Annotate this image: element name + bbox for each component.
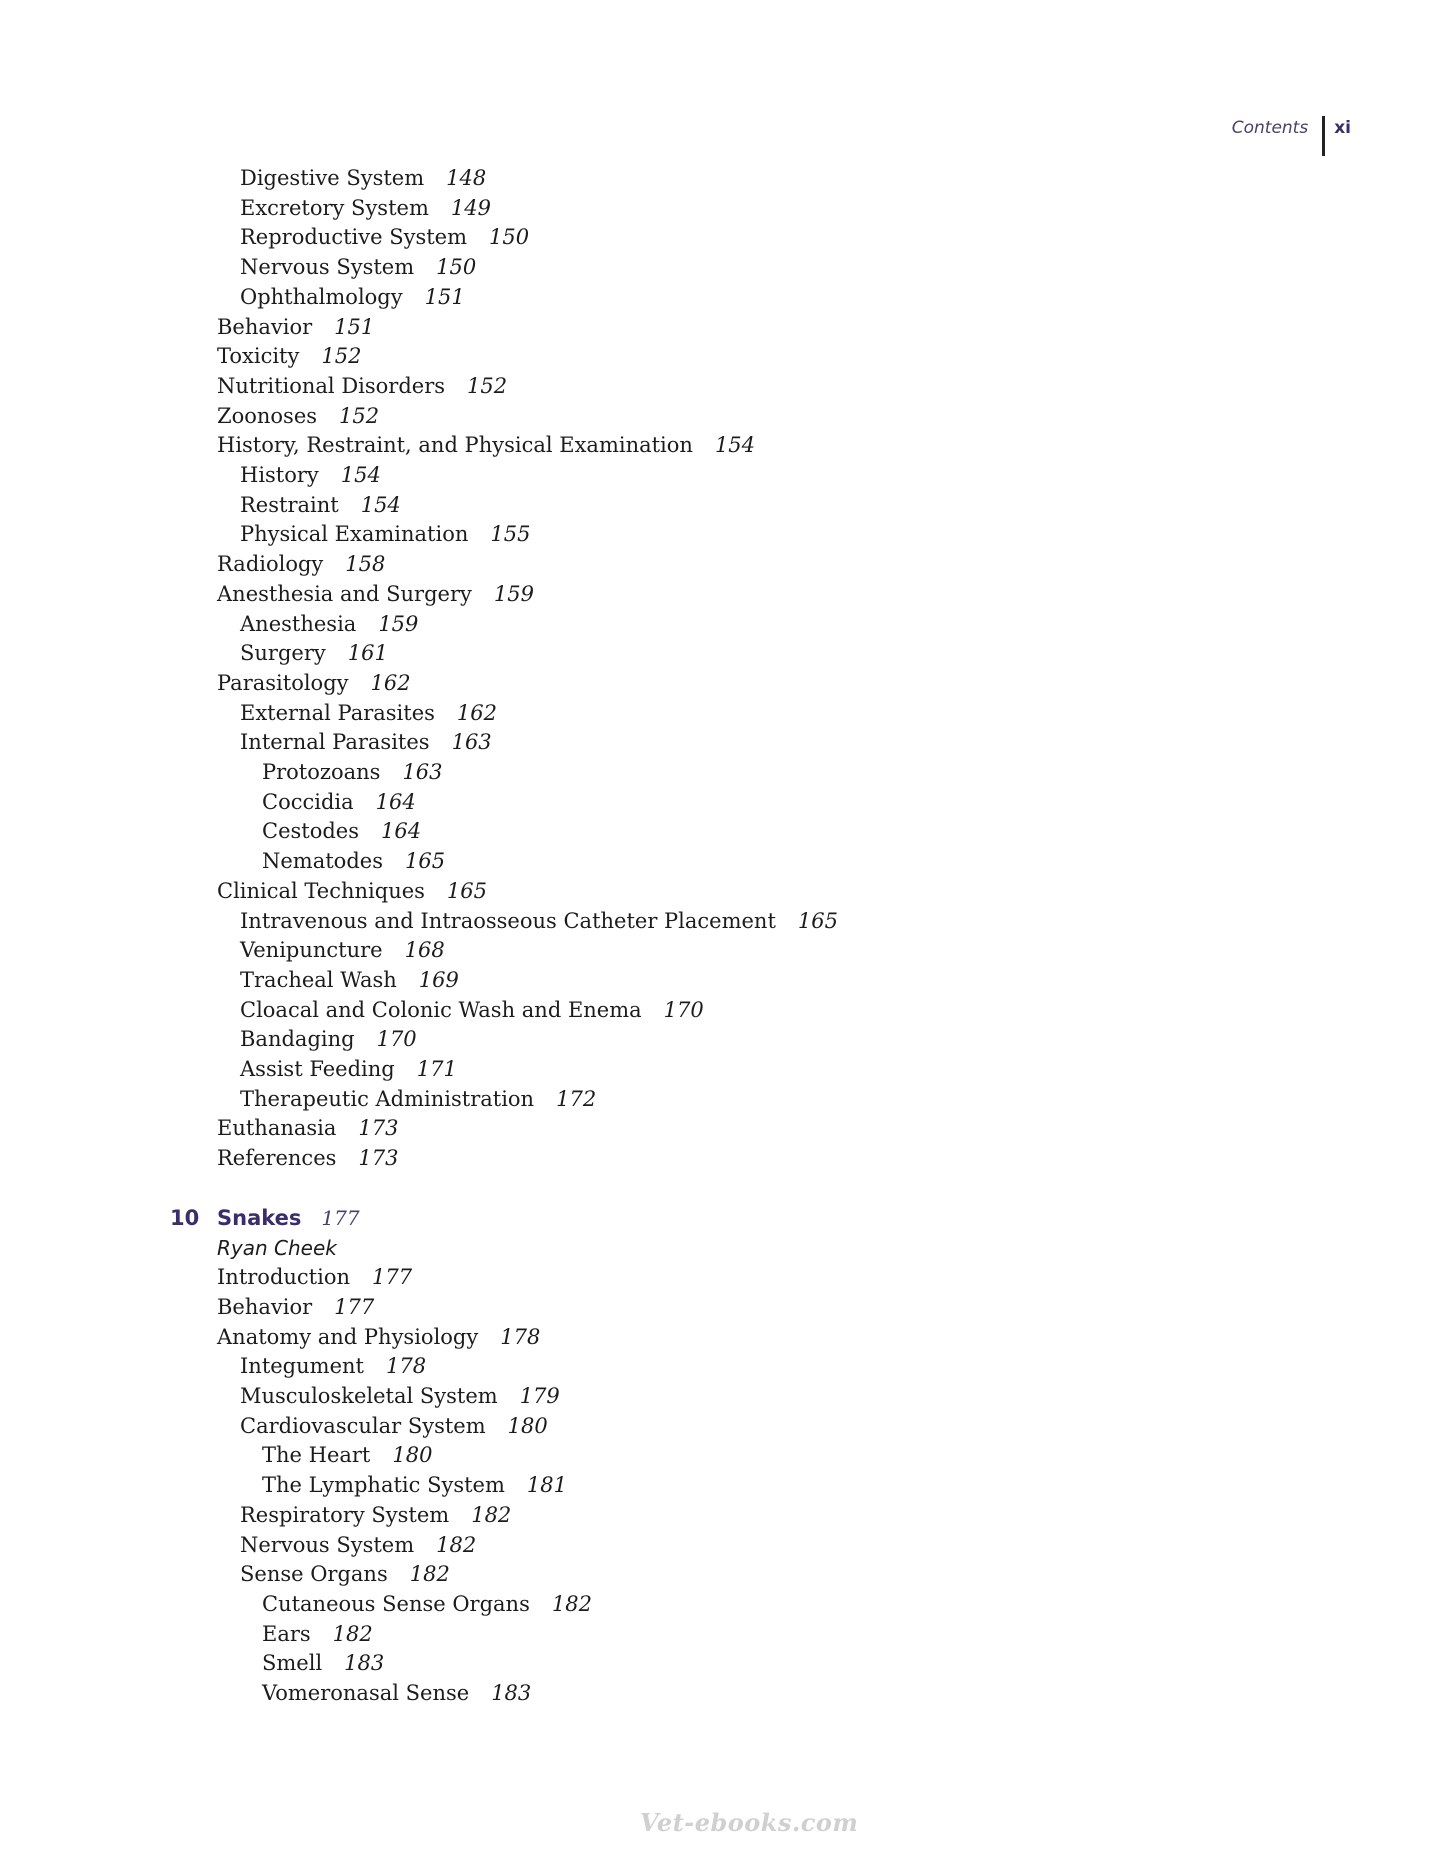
toc-entry-title: Nematodes: [262, 849, 383, 874]
toc-entry-page: 149: [450, 195, 491, 220]
toc-entry-page: 168: [404, 938, 445, 963]
toc-entry: [217, 1113, 399, 1143]
toc-entry-title: Euthanasia: [217, 1116, 337, 1141]
toc-entry-page: 173: [358, 1116, 399, 1141]
toc-entry: [240, 698, 497, 728]
toc-entry-page: 159: [493, 581, 534, 606]
toc-entry-title: Surgery: [240, 641, 326, 666]
toc-entry: [240, 252, 476, 282]
toc-entry: [262, 1440, 432, 1470]
toc-entry: [262, 1470, 567, 1500]
toc-entry-title: The Heart: [262, 1443, 371, 1468]
toc-entry: [217, 371, 507, 401]
toc-entry: [240, 965, 459, 995]
toc-entry: [217, 549, 385, 579]
chapter-title-text: Snakes: [217, 1205, 302, 1230]
toc-entry-page: 171: [416, 1057, 457, 1081]
toc-entry: [240, 935, 445, 965]
toc-entry: [240, 727, 492, 757]
toc-entry-title: Nervous System: [240, 255, 415, 280]
chapter-title: [217, 1203, 360, 1233]
toc-entry-title: Digestive System: [240, 166, 425, 190]
toc-entry: [240, 490, 401, 520]
toc-entry-page: 182: [436, 1532, 477, 1557]
toc-entry-title: Parasitology: [217, 670, 349, 695]
toc-entry-title: Musculoskeletal System: [240, 1384, 498, 1408]
toc-entry-page: 165: [404, 849, 446, 874]
toc-entry-title: Tracheal Wash: [240, 967, 397, 992]
running-head-page-number: xi: [1334, 118, 1351, 138]
toc-entry: [262, 1678, 531, 1708]
toc-entry-page: 151: [424, 284, 465, 309]
toc-entry-page: 170: [663, 997, 704, 1022]
toc-entry-title: Anesthesia: [240, 611, 357, 636]
toc-entry: [240, 1024, 417, 1054]
toc-entry-title: Radiology: [217, 552, 324, 577]
toc-entry-page: 183: [491, 1681, 532, 1705]
toc-entry: [240, 519, 530, 549]
toc-entry: [262, 816, 421, 846]
toc-entry-title: Toxicity: [217, 344, 300, 369]
toc-entry: [240, 222, 529, 252]
toc-entry-title: Nutritional Disorders: [217, 373, 446, 398]
toc-entry-title: The Lymphatic System: [262, 1473, 505, 1498]
toc-entry-title: Vomeronasal Sense: [262, 1681, 470, 1705]
toc-entry-title: Reproductive System: [240, 225, 468, 250]
toc-entry: [240, 1411, 548, 1441]
toc-entry: [262, 787, 416, 817]
toc-entry: [240, 609, 418, 639]
toc-entry-page: 161: [347, 641, 388, 666]
toc-entry: [240, 163, 486, 193]
toc-entry-page: 152: [321, 344, 362, 369]
toc-entry-title: Therapeutic Administration: [240, 1086, 535, 1111]
toc-entry-title: Sense Organs: [240, 1562, 388, 1587]
toc-entry: [262, 1619, 373, 1649]
toc-entry-page: 180: [507, 1413, 548, 1438]
toc-entry-page: 179: [519, 1384, 560, 1408]
toc-entry-title: Respiratory System: [240, 1502, 450, 1527]
toc-entry-page: 152: [467, 373, 508, 398]
toc-entry: [217, 1322, 540, 1352]
toc-entry-page: 170: [376, 1027, 417, 1052]
toc-entry-title: Ophthalmology: [240, 284, 403, 309]
toc-entry-title: History, Restraint, and Physical Examination: [217, 433, 693, 458]
toc-entry-title: Anatomy and Physiology: [217, 1324, 479, 1349]
toc-entry-page: 173: [358, 1146, 399, 1171]
toc-entry: [240, 193, 491, 223]
toc-entry: [240, 1559, 450, 1589]
toc-entry-title: Cloacal and Colonic Wash and Enema: [240, 997, 642, 1022]
toc-entry: [217, 1292, 374, 1322]
toc-entry-title: Cutaneous Sense Organs: [262, 1591, 530, 1616]
toc-entry-page: 154: [340, 463, 381, 487]
toc-entry-page: 150: [436, 255, 477, 280]
toc-entry: [217, 1262, 412, 1292]
toc-entry: [217, 430, 755, 460]
toc-entry-page: 151: [334, 314, 375, 339]
toc-entry-page: 182: [551, 1591, 592, 1616]
running-head: [1232, 116, 1351, 156]
toc-entry-page: 182: [471, 1502, 512, 1527]
toc-entry: [240, 460, 381, 490]
toc-entry: [217, 341, 361, 371]
toc-entry-title: Behavior: [217, 1294, 313, 1319]
toc-entry: [240, 995, 704, 1025]
toc-entry: [240, 1351, 426, 1381]
toc-entry-page: 162: [456, 700, 498, 725]
toc-entry-title: Nervous System: [240, 1532, 415, 1557]
chapter-page: 177: [321, 1205, 360, 1230]
toc-entry: [217, 401, 379, 431]
toc-entry-page: 150: [489, 225, 530, 250]
toc-entry: [262, 1589, 592, 1619]
toc-entry: [262, 757, 443, 787]
toc-entry-page: 172: [556, 1086, 597, 1111]
toc-entry-title: Ears: [262, 1621, 311, 1646]
toc-entry: [217, 579, 534, 609]
toc-entry-page: 182: [409, 1562, 450, 1587]
toc-entry-title: Physical Examination: [240, 522, 469, 547]
toc-entry: [240, 1054, 457, 1084]
toc-entry-page: 162: [370, 670, 411, 695]
toc-entry-title: Integument: [240, 1354, 364, 1379]
toc-entry-page: 177: [334, 1294, 375, 1319]
toc-entry-title: Protozoans: [262, 760, 381, 784]
chapter-number: 10: [170, 1205, 200, 1230]
toc-entry: [240, 638, 388, 668]
toc-entry-page: 164: [381, 819, 422, 844]
toc-entry: [240, 1381, 560, 1411]
toc-entry: [240, 1084, 596, 1114]
toc-entry-page: 180: [392, 1443, 433, 1468]
toc-entry-page: 152: [339, 403, 380, 428]
toc-entry-page: 178: [385, 1354, 427, 1379]
toc-entry: [240, 282, 465, 312]
toc-entry-page: 159: [378, 611, 419, 636]
toc-entry-title: Zoonoses: [217, 403, 318, 428]
toc-entry-title: External Parasites: [240, 700, 435, 725]
toc-entry-title: Assist Feeding: [240, 1057, 395, 1081]
toc-entry: [262, 1648, 384, 1678]
toc-entry-page: 178: [500, 1324, 541, 1349]
running-head-label: Contents: [1231, 118, 1309, 138]
watermark: Vet-ebooks.com: [640, 1808, 859, 1837]
toc-entry: [262, 846, 445, 876]
chapter-author: Ryan Cheek: [217, 1235, 337, 1260]
toc-entry: [217, 876, 487, 906]
toc-entry-page: 182: [332, 1621, 373, 1646]
toc-entry-page: 181: [526, 1473, 567, 1498]
toc-entry: [217, 1143, 399, 1173]
toc-entry: [240, 1500, 511, 1530]
toc-entry-title: Behavior: [217, 314, 313, 339]
toc-entry-page: 155: [490, 522, 531, 547]
toc-entry-page: 165: [446, 878, 488, 903]
toc-entry-page: 148: [446, 166, 487, 190]
toc-entry-title: Venipuncture: [240, 938, 383, 963]
toc-entry-title: Clinical Techniques: [217, 878, 425, 903]
toc-entry-title: Coccidia: [262, 789, 354, 814]
toc-entry-page: 163: [451, 730, 492, 755]
toc-entry: [240, 1530, 476, 1560]
toc-entry-title: History: [240, 463, 319, 487]
toc-entry-title: References: [217, 1146, 337, 1171]
toc-entry: [240, 906, 838, 936]
toc-entry-title: Smell: [262, 1651, 323, 1676]
toc-entry-title: Cardiovascular System: [240, 1413, 486, 1438]
toc-entry-title: Cestodes: [262, 819, 360, 844]
toc-entry-title: Introduction: [217, 1265, 350, 1290]
toc-entry-title: Internal Parasites: [240, 730, 430, 755]
toc-entry-page: 154: [360, 492, 401, 517]
toc-entry-page: 165: [797, 908, 838, 933]
toc-entry-title: Excretory System: [240, 195, 429, 220]
toc-entry-page: 163: [402, 760, 443, 784]
toc-entry-page: 154: [714, 433, 756, 458]
toc-entry-title: Restraint: [240, 492, 339, 517]
toc-entry-title: Intravenous and Intraosseous Catheter Placement: [240, 908, 776, 933]
toc-entry: [217, 312, 374, 342]
toc-entry: [217, 668, 411, 698]
toc-entry-page: 169: [418, 967, 459, 992]
toc-entry-page: 158: [345, 552, 386, 577]
toc-entry-page: 183: [344, 1651, 385, 1676]
toc-entry-page: 177: [372, 1265, 413, 1290]
toc-entry-title: Anesthesia and Surgery: [217, 581, 472, 606]
toc-entry-page: 164: [375, 789, 416, 814]
toc-entry-title: Bandaging: [240, 1027, 355, 1052]
